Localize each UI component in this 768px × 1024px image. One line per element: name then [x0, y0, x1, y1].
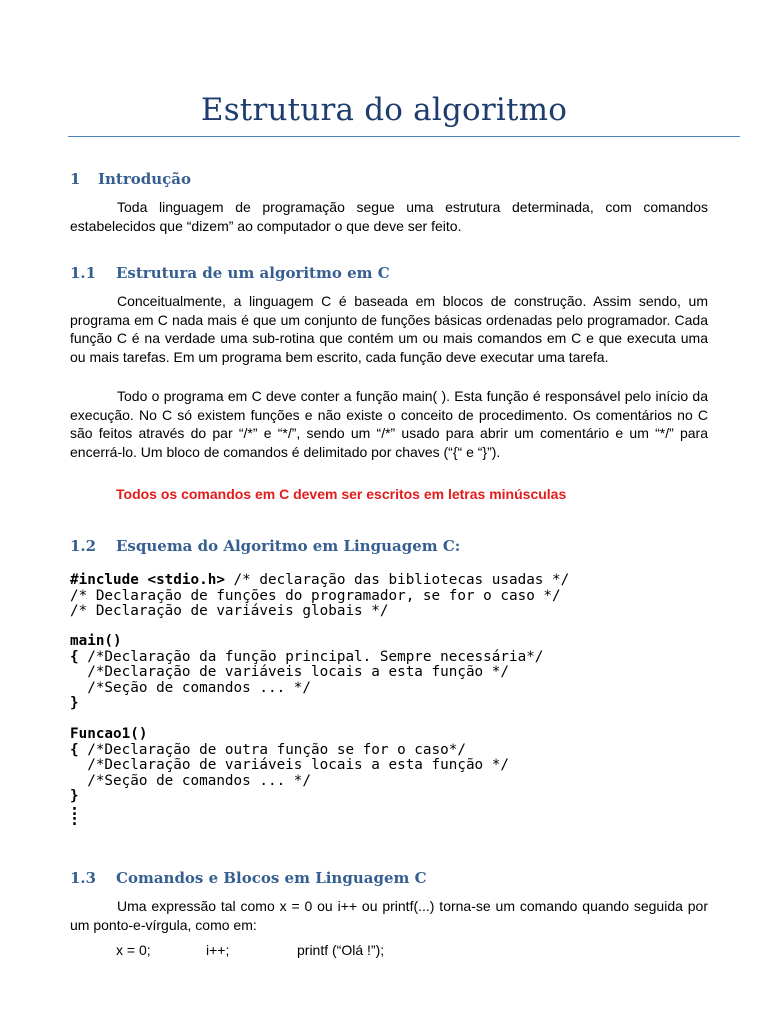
section-title: Estrutura de um algoritmo em C — [116, 264, 390, 282]
section-title: Introdução — [98, 170, 192, 188]
code-main-signature: main() — [70, 633, 122, 649]
section-number: 1 — [70, 170, 81, 188]
code-brace-open: { — [70, 648, 79, 665]
section-heading-1-3 — [70, 869, 427, 887]
example-printf: printf (“Olá !”); — [297, 942, 385, 958]
code-brace-close: } — [70, 788, 79, 804]
paragraph-main: Todo o programa em C deve conter a função main( ). Esta função é responsável pelo início da execução. No C só existem funções e não existe o conceito de procedimento. Os comentários no C são feitos através do par “/*” e “*/”, sendo um “/*” usado para abrir um comentário e um “*/” para encerrá-lo. Um bloco de comandos é delimitado por chaves (“{“ e “}”). — [70, 388, 708, 460]
section-number: 1.3 — [70, 869, 97, 887]
example-assignment: x = 0; — [116, 942, 151, 958]
code-comment: /*Declaração de variáveis locais a esta função */ — [70, 664, 509, 680]
section-title: Esquema do Algoritmo em Linguagem C: — [116, 537, 461, 555]
code-block-main — [70, 634, 543, 712]
code-continuation-dots: : : — [70, 801, 80, 829]
code-func-signature: Funcao1() — [70, 726, 148, 742]
warning-lowercase: Todos os comandos em C devem ser escritos em letras minúsculas — [116, 486, 567, 502]
code-comment: /*Seção de comandos ... */ — [70, 679, 312, 696]
code-comment: /* Declaração de variáveis globais */ — [70, 603, 389, 619]
code-comment: /* declaração das bibliotecas usadas */ — [224, 572, 570, 588]
code-brace-open: { — [70, 741, 79, 758]
section-heading-1-2 — [70, 537, 460, 555]
code-comment: /*Seção de comandos ... */ — [70, 772, 312, 789]
code-comment: /*Declaração de outra função se for o caso*/ — [78, 741, 466, 758]
code-comment: /*Declaração da função principal. Sempre necessária*/ — [78, 648, 544, 665]
code-include: #include <stdio.h> — [70, 572, 225, 588]
example-increment: i++; — [206, 942, 230, 958]
code-comment: /*Declaração de variáveis locais a esta função */ — [70, 757, 509, 773]
code-block-headers — [70, 573, 569, 620]
section-title: Comandos e Blocos em Linguagem C — [116, 869, 427, 887]
paragraph-intro: Toda linguagem de programação segue uma estrutura determinada, com comandos estabelecidos que “dizem” ao computador o que deve ser feito. — [70, 199, 708, 234]
paragraph-concept: Conceitualmente, a linguagem C é baseada em blocos de construção. Assim sendo, um programa em C nada mais é que um conjunto de funções básicas ordenadas pelo programador. Cada função C é na verdade uma sub-rotina que contém um ou mais comandos em C e que executa uma ou mais tarefas. Em um programa bem escrito, cada função deve executar uma tarefa. — [70, 293, 708, 365]
section-heading-1-1 — [70, 264, 390, 282]
paragraph-expression: Uma expressão tal como x = 0 ou i++ ou printf(...) torna-se um comando quando seguida por um ponto-e-vírgula, como em: — [70, 898, 708, 933]
document-title: Estrutura do algoritmo — [200, 92, 568, 128]
section-number: 1.2 — [70, 537, 97, 555]
code-brace-close: } — [70, 695, 79, 711]
code-comment: /* Declaração de funções do programador, se for o caso */ — [70, 587, 561, 604]
section-number: 1.1 — [70, 264, 97, 282]
code-block-funcao1 — [70, 727, 509, 805]
section-heading-1 — [70, 170, 191, 188]
title-underline — [68, 136, 740, 137]
